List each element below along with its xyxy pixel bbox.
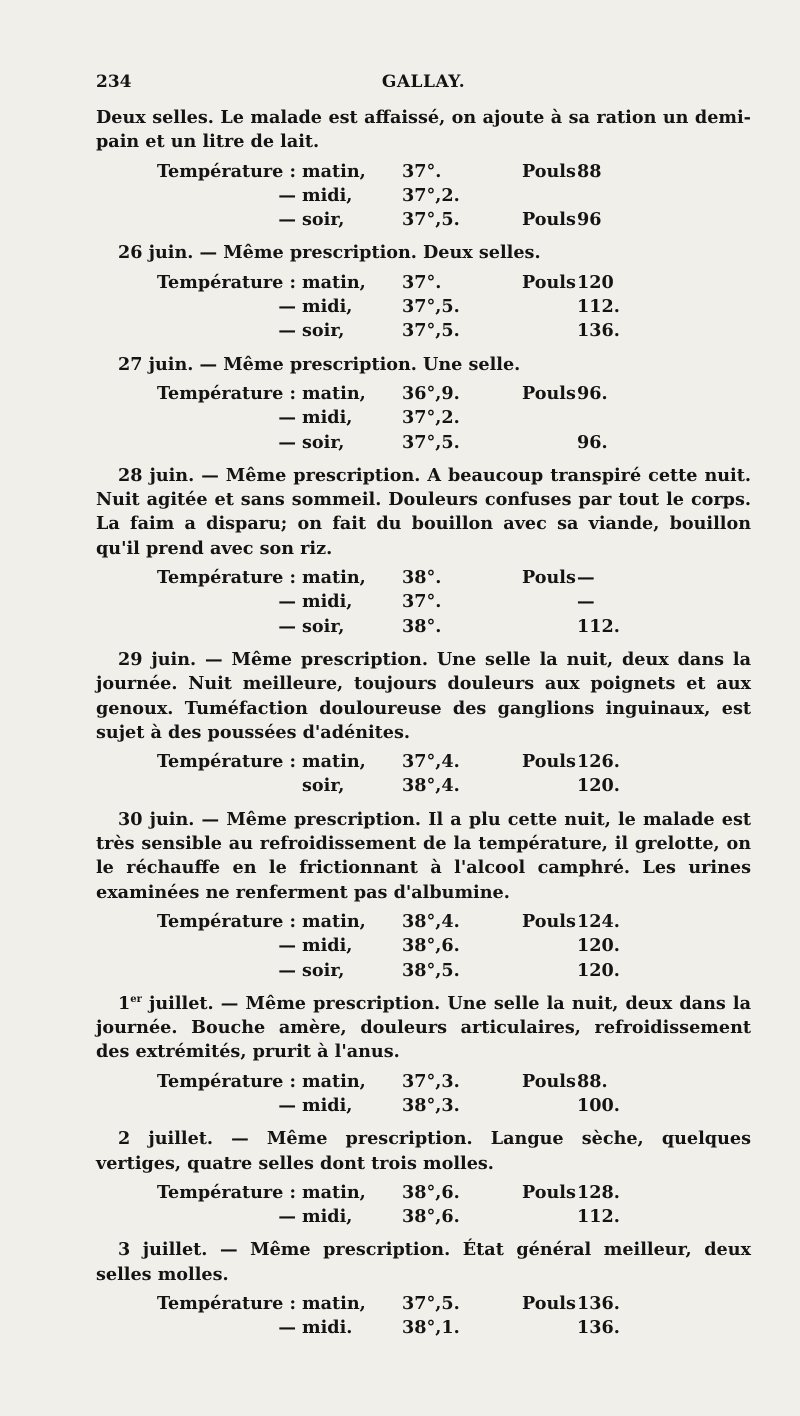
- temperature-row: [96, 184, 751, 208]
- temperature-row: [96, 319, 751, 343]
- paragraph-text: 27 juin. — Même prescription. Une selle.: [118, 353, 521, 375]
- pulse-label: Pouls: [522, 271, 576, 293]
- pulse-label: Pouls: [522, 1293, 576, 1315]
- pulse-value: 88.: [577, 1070, 608, 1092]
- time-of-day: matin,: [302, 1181, 366, 1203]
- pulse-value: 124.: [577, 910, 620, 932]
- time-of-day: matin,: [302, 567, 366, 589]
- temperature-row: [96, 959, 751, 983]
- temperature-value: 37°,3.: [402, 1070, 460, 1092]
- ordinal-superscript: er: [130, 993, 142, 1005]
- temp-label: —: [278, 959, 296, 981]
- time-of-day: matin,: [302, 160, 366, 182]
- temperature-table: [96, 750, 751, 799]
- paragraph-text: Deux selles. Le malade est affaissé, on ajoute à sa ration un demi-pain et un litre de lait.: [96, 107, 751, 153]
- paragraph: [96, 648, 751, 745]
- date-number: 1: [118, 992, 131, 1014]
- temperature-row: [96, 382, 751, 406]
- temperature-value: 37°,5.: [402, 209, 460, 231]
- time-of-day: matin,: [302, 910, 366, 932]
- temperature-table: [96, 1292, 751, 1341]
- temperature-value: 38°,6.: [402, 935, 460, 957]
- temp-label: —: [278, 296, 296, 318]
- time-of-day: matin,: [302, 751, 366, 773]
- temperature-row: [96, 1292, 751, 1316]
- temperature-value: 38°,6.: [402, 1181, 460, 1203]
- temperature-value: 37°,5.: [402, 431, 460, 453]
- temperature-table: [96, 566, 751, 639]
- time-of-day: matin,: [302, 1293, 366, 1315]
- temperature-value: 38°,6.: [402, 1206, 460, 1228]
- pulse-label: Pouls: [522, 382, 576, 404]
- pulse-value: 136.: [577, 320, 620, 342]
- temperature-table: [96, 1070, 751, 1119]
- paragraph-text: 30 juin. — Même prescription. Il a plu cette nuit, le malade est très sensible au refroidissement de la température, il grelotte, on le réchauffe en le frictionnant à l'alcool camphré. Les urines examinées ne renferment pas d'albumine.: [96, 808, 751, 903]
- temperature-row: [96, 406, 751, 430]
- pulse-label: Pouls: [522, 751, 576, 773]
- temperature-row: [96, 910, 751, 934]
- paragraph: [96, 241, 751, 265]
- temp-label: Température :: [156, 271, 296, 293]
- paragraph: [96, 808, 751, 905]
- pulse-value: 126.: [577, 751, 620, 773]
- temperature-row: [96, 1316, 751, 1340]
- pulse-value: 120.: [577, 935, 620, 957]
- time-of-day: soir,: [302, 615, 345, 637]
- temperature-row: [96, 774, 751, 798]
- temperature-row: [96, 615, 751, 639]
- temperature-value: 36°,9.: [402, 382, 460, 404]
- temperature-row: [96, 934, 751, 958]
- temperature-table: [96, 910, 751, 983]
- temp-label: Température :: [156, 910, 296, 932]
- pulse-value: 120.: [577, 959, 620, 981]
- time-of-day: midi,: [302, 1094, 353, 1116]
- pulse-value: 136.: [577, 1293, 620, 1315]
- temperature-value: 37°,4.: [402, 751, 460, 773]
- temperature-value: 38°,4.: [402, 775, 460, 797]
- paragraph-text: juillet. — Même prescription. Une selle la nuit, deux dans la journée. Bouche amère, douleurs articulaires, refroidissement des extrémités, prurit à l'anus.: [96, 992, 751, 1063]
- temp-label: Température :: [156, 1293, 296, 1315]
- temperature-table: [96, 1181, 751, 1230]
- pulse-value: 88: [577, 160, 602, 182]
- time-of-day: midi,: [302, 184, 353, 206]
- temp-label: Température :: [156, 1181, 296, 1203]
- temperature-value: 38°.: [402, 615, 442, 637]
- pulse-value: 120: [577, 271, 614, 293]
- temp-label: —: [278, 184, 296, 206]
- temperature-row: [96, 566, 751, 590]
- pulse-value: 136.: [577, 1317, 620, 1339]
- temperature-value: 37°.: [402, 271, 442, 293]
- temp-label: —: [278, 431, 296, 453]
- pulse-value: —: [577, 591, 595, 613]
- temp-label: —: [278, 320, 296, 342]
- paragraph: [96, 1127, 751, 1176]
- temperature-row: [96, 431, 751, 455]
- page-body: [96, 106, 751, 1345]
- temperature-value: 37°.: [402, 591, 442, 613]
- time-of-day: midi,: [302, 935, 353, 957]
- pulse-label: Pouls: [522, 910, 576, 932]
- temp-label: —: [278, 591, 296, 613]
- pulse-value: 96: [577, 209, 602, 231]
- temp-label: Température :: [156, 160, 296, 182]
- temperature-value: 38°,5.: [402, 959, 460, 981]
- paragraph-text: 26 juin. — Même prescription. Deux selles.: [118, 242, 541, 264]
- time-of-day: midi.: [302, 1317, 353, 1339]
- paragraph: [96, 1238, 751, 1287]
- time-of-day: matin,: [302, 271, 366, 293]
- temp-label: Température :: [156, 567, 296, 589]
- pulse-value: 112.: [577, 615, 620, 637]
- time-of-day: soir,: [302, 320, 345, 342]
- pulse-value: 112.: [577, 1206, 620, 1228]
- pulse-label: Pouls: [522, 1181, 576, 1203]
- paragraph: [96, 464, 751, 561]
- temp-label: —: [278, 615, 296, 637]
- pulse-value: 100.: [577, 1094, 620, 1116]
- temp-label: Température :: [156, 1070, 296, 1092]
- temperature-value: 38°,4.: [402, 910, 460, 932]
- temperature-value: 37°,5.: [402, 296, 460, 318]
- temperature-value: 38°,3.: [402, 1094, 460, 1116]
- temperature-row: [96, 208, 751, 232]
- pulse-value: 96.: [577, 431, 608, 453]
- temp-label: Température :: [156, 382, 296, 404]
- paragraph-text: 3 juillet. — Même prescription. État général meilleur, deux selles molles.: [96, 1239, 751, 1285]
- time-of-day: soir,: [302, 431, 345, 453]
- temp-label: —: [278, 1317, 296, 1339]
- temperature-table: [96, 271, 751, 344]
- pulse-label: Pouls: [522, 1070, 576, 1092]
- temperature-value: 38°,1.: [402, 1317, 460, 1339]
- temperature-row: [96, 1181, 751, 1205]
- pulse-value: 128.: [577, 1181, 620, 1203]
- page-header: [96, 72, 751, 96]
- temperature-row: [96, 1205, 751, 1229]
- temp-label: —: [278, 407, 296, 429]
- paragraph: [96, 353, 751, 377]
- temperature-table: [96, 382, 751, 455]
- paragraph-text: 2 juillet. — Même prescription. Langue sèche, quelques vertiges, quatre selles dont trois molles.: [96, 1128, 751, 1174]
- time-of-day: midi,: [302, 407, 353, 429]
- pulse-value: 96.: [577, 382, 608, 404]
- time-of-day: midi,: [302, 1206, 353, 1228]
- temperature-value: 37°,2.: [402, 184, 460, 206]
- temperature-row: [96, 750, 751, 774]
- pulse-value: 112.: [577, 296, 620, 318]
- temperature-row: [96, 590, 751, 614]
- paragraph: [96, 106, 751, 155]
- time-of-day: soir,: [302, 775, 345, 797]
- temperature-value: 37°,5.: [402, 320, 460, 342]
- pulse-label: Pouls: [522, 160, 576, 182]
- temperature-row: [96, 1094, 751, 1118]
- time-of-day: soir,: [302, 959, 345, 981]
- temperature-row: [96, 1070, 751, 1094]
- paragraph: [96, 992, 751, 1065]
- pulse-value: 120.: [577, 775, 620, 797]
- time-of-day: midi,: [302, 591, 353, 613]
- temperature-value: 37°,2.: [402, 407, 460, 429]
- temp-label: —: [278, 1094, 296, 1116]
- pulse-label: Pouls: [522, 209, 576, 231]
- temp-label: —: [278, 1206, 296, 1228]
- temperature-row: [96, 160, 751, 184]
- time-of-day: matin,: [302, 382, 366, 404]
- time-of-day: midi,: [302, 296, 353, 318]
- temperature-value: 38°.: [402, 567, 442, 589]
- temperature-row: [96, 271, 751, 295]
- time-of-day: matin,: [302, 1070, 366, 1092]
- pulse-value: —: [577, 567, 595, 589]
- temp-label: Température :: [156, 751, 296, 773]
- temp-label: —: [278, 935, 296, 957]
- time-of-day: soir,: [302, 209, 345, 231]
- temperature-value: 37°.: [402, 160, 442, 182]
- temperature-row: [96, 295, 751, 319]
- pulse-label: Pouls: [522, 567, 576, 589]
- paragraph-text: 28 juin. — Même prescription. A beaucoup transpiré cette nuit. Nuit agitée et sans sommeil. Douleurs confuses par tout le corps. La faim a disparu; on fait du bouillon avec sa viande, bouillon qu'il prend avec son riz.: [96, 464, 751, 559]
- temperature-table: [96, 160, 751, 233]
- temperature-value: 37°,5.: [402, 1293, 460, 1315]
- paragraph-text: 29 juin. — Même prescription. Une selle la nuit, deux dans la journée. Nuit meilleure, toujours douleurs aux poignets et aux genoux. Tuméfaction douloureuse des ganglions inguinaux, est sujet à des poussées d'adénites.: [96, 648, 751, 743]
- temp-label: —: [278, 209, 296, 231]
- running-title: GALLAY.: [381, 72, 466, 92]
- page-number: 234: [96, 72, 132, 92]
